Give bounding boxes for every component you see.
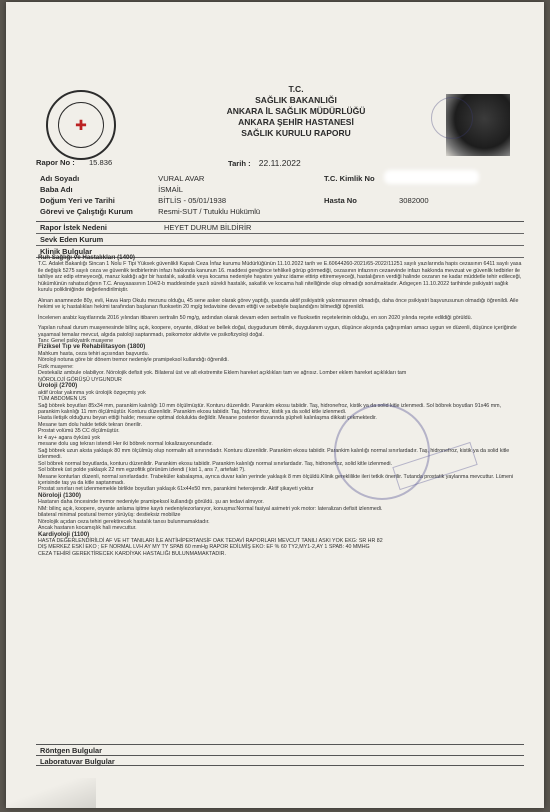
header-line-ministry: SAĞLIK BAKANLIĞI xyxy=(255,95,337,105)
lab-label: Laboratuvar Bulgular xyxy=(40,757,115,766)
dogum-label: Doğum Yeri ve Tarihi xyxy=(40,196,115,205)
header-line-report-type: SAĞLIK KURULU RAPORU xyxy=(241,128,351,138)
request-box xyxy=(36,221,524,258)
paragraph: Prostat sınırları net izlenmemekle birlikte boyutları yaklaşık 61x44x50 mm, parankimi heterojendir. Aktif şikayeti yoktur xyxy=(38,486,314,493)
redacted-id-field xyxy=(384,170,479,184)
tc-kimlik-label: T.C. Kimlik No xyxy=(324,174,375,183)
paragraph: İncelenen arabiz kayıtlarında 2016 yılından itibaren sertralin 50 mg/g, ardından olarak devam eden sertralin ve fluoksetin reçetelerinin olduğu, en son 2020 yılında reçete edildiği görüldü. xyxy=(38,314,473,321)
rontgen-row xyxy=(36,744,524,755)
baba-row xyxy=(40,185,183,194)
paragraph: Nöroloji notuna göre bir dönem tremor nedeniyle pramipeksol kullandığı öğrenildi. xyxy=(38,357,229,364)
header-line-directorate: ANKARA İL SAĞLIK MÜDÜRLÜĞÜ xyxy=(226,106,366,116)
adi-row xyxy=(40,174,204,183)
paragraph: CEZA TEHİRİ GEREKTİRECEK KARDİYAK HASTALIĞI BULUNMAMAKTADIR. xyxy=(38,550,226,557)
section-cardiology: Kardiyoloji (1100) xyxy=(38,530,90,538)
paragraph: Sağ böbrek uzun aksta yaklaşık 80 mm ölçülmüş olup normalin alt sınırındadır. Konturu düzenlidir. Parankim ekosu tabiidir. Parankim kalınlığı normal sınırlardadır. Taş, hidronefroz, kistik ya da solid kitle izlenmedi. xyxy=(38,447,510,461)
paragraph: DIŞ MERKEZ ESKİ EKO ; EF NORMAL LVH AY MY TY SPAB 60 mmHg RAPOR EDİLMİŞ EKO: EF % 60 TY2,MY1-2,AY 1 SPAB: 40 MMHG xyxy=(38,544,370,551)
section-psychiatry: Ruh Sağlığı ve Hastalıkları (1400) xyxy=(38,254,135,261)
paragraph: Prostat volümü 35 CC ölçülmüştür. xyxy=(38,428,120,435)
paragraph: NM: bilinç açık, koopere, oryante anlama işitme kayıtı nedeniylezorlanıyor, konuşma:Normal fasiyal asimetri yok motor: lateralizan defisit izlenmedi. xyxy=(38,505,383,512)
paragraph: Mahkum hasta, ceza tehiri açısından başvurdu. xyxy=(38,350,149,357)
tarih-row xyxy=(228,158,301,168)
istek-value: HEYET DURUM BİLDİRİR xyxy=(164,223,252,232)
hasta-no-label: Hasta No xyxy=(324,196,357,205)
paragraph: Hastanın daha öncesinde tremor nedeniyle pramipeksol kullandığı görüldü. şu an tedavi almıyor. xyxy=(38,499,264,506)
klinik-label: Klinik Bulgular xyxy=(40,247,93,256)
baba-label: Baba Adı xyxy=(40,185,73,194)
institution-stamp xyxy=(334,404,430,500)
rapor-no-row xyxy=(36,158,112,167)
paragraph: Sol böbrek normal boyutlarda, konturu düzenlidir. Parankim ekosu tabiidir. Parankim kalınlığı normal sınırlardadır. Taş, hidronefroz, solid kitle izlenmedi. xyxy=(38,460,393,467)
rontgen-label: Röntgen Bulgular xyxy=(40,746,102,755)
paragraph: Destekaliz ambule olabiliyor. Nörolojik defisit yok. Bilateral üst ve alt ekstremite Eklem hareket açıklıkları tam ve ağrısız. Lomber eklem hareket açıklıkları tam xyxy=(38,370,407,377)
sevk-label: Sevk Eden Kurum xyxy=(40,235,104,244)
hasta-no-row xyxy=(324,196,429,205)
paragraph: Nörolojik açıdan ceza tehiri gerektirecek hastalık tanısı bulunmamaktadır. xyxy=(38,518,210,525)
sevk-row xyxy=(36,234,524,246)
paragraph: Hasta iletişik olduğunu beyan ettiği halde; mesane optimal dolulukta değildir. Mesane posterior duvarında şüpheli kalınlaşma dikkati çekmektedir. xyxy=(38,415,377,422)
gorev-label: Görevi ve Çalıştığı Kurum xyxy=(40,207,133,216)
paragraph: bilateral minimal postural tremor yürüyüş: destieksiz mobilize xyxy=(38,512,181,519)
section-neurology: Nöroloji (1300) xyxy=(38,491,81,499)
header-line-tc: T.C. xyxy=(288,84,304,94)
paragraph: Mesane tam dolu halde tetkik tekrarı önerilir. xyxy=(38,421,142,428)
section-urology: Üroloji (2700) xyxy=(38,382,78,390)
paragraph: Sağ böbrek boyutları 85x34 mm, parankim kalınlığı 10 mm ölçülmüştür. Konturu düzenlidir. Parankim ekosu tabiidir. Taş, hidronefroz, kistik ya da solid kitle izlenmedi. Sol böbrek boyutları 91x46 mm, parankim kalınlığı 11 mm ölçülmüştür. Konturu düzenlidir. Parankim ekosu tabiidir. Taş, hidronefroz, kistik ya da solid kitle izlenmedi. xyxy=(38,402,502,415)
rapor-no-value: 15.836 xyxy=(88,158,113,167)
paragraph: mesane dolu usg tekrarı istendi Her iki böbrek normal lokalizasyonundadır. xyxy=(38,441,213,448)
tc-kimlik-row xyxy=(324,174,375,183)
seal-center-icon: ✚ xyxy=(58,102,104,148)
dogum-row xyxy=(40,196,226,205)
paragraph: Alınan anamnezde 80y, evli, Hava Harp Okulu mezunu olduğu, 45 sene asker olarak görev yaptığı, şuanda aktif psikiyatrik yakınmasının olmadığı, daha önce psikiyatri başvurusunun olmadığı öğrenildi. Aile hekimi ve iç hastalıkları hekimi tarafından başlanan fluoksetin 20 mg/g tedavisine devam ettiği ve sebebiyle başlandığını bilmediği öğrenildi. xyxy=(38,297,519,311)
paragraph: HASTA DEĞERLENDİRİLDİ AF VE HT TANILARI İLE ANTİHİPERTANSİF OAK TEDAVİ RAPORLARI MEVCUT TANILI ASKI YOK EKG: SR HR 82 xyxy=(38,538,383,545)
istek-label: Rapor İstek Nedeni xyxy=(40,223,107,232)
adi-label: Adı Soyadı xyxy=(40,174,80,183)
paragraph: T.C. Adalet Bakanlığı Sincan 1 Nolu F Tipi Yüksek güvenlikli Kapalı Ceza İnfaz kurumu Müdürlüğünün 11.10.2022 tarih ve E.60644260-2021/65-2022/11251 sayılı yazılarında hapis cezasının 6411 sayılı yasa ile değişik 5275 sayılı ceza ve güvenlik tedbirlerinin infazı hakkında kanunun 16. maddesi gereğince tehlikeli görüp görmediği, cezasının infazının cezaevinde infazı hakkında mevzuat ve güvenlik tedbirler ile tahliye arz edip etmeyeceği, maruz kaldığı ağır bir hastalık, sakatlık veya kocama nedeniyle hayatını yalnız idame ettirip ettiremeyeceği, hastalığının verdiği halinde cezanın ne kadar müddetle tehir edileceği, hükümlünün rahatsızlığının T.C. Anayasasının 104/2-b maddesinde yazılı sürekli hastalık, sakatlık ve kocama hali nitelliğinde olup olmadığı sorulmaktadır. Adıgeçen 11.10.2022 tarihinde psikiyatri sağlık kurulu polikliniğinde değerlendirilmiştir. xyxy=(38,261,522,294)
paragraph: Mesane konturları düzenli, normal sınırlardadır. Trabeküler kabalaşma, ayrıca duvar kalın yerinde yaklaşık 8 mm ölçüldü.Klinik gereklilikte ileri tetkik önerilir. Tutanda prostatik yaylanma mevcuttur. Lümeni içerisinde taş ya da kitle saptanmadı. xyxy=(38,473,514,486)
paragraph: kr 4 ay+ agara öyküsü yok xyxy=(38,434,100,441)
dogum-value: BİTLİS - 05/01/1938 xyxy=(158,196,227,205)
ministry-seal xyxy=(46,90,116,160)
paragraph: TÜM ABDOMEN US xyxy=(38,396,87,403)
paragraph: aktif ürolar yakınma yok ürolojik özgeçmiş yok xyxy=(38,389,146,396)
adi-value: VURAL AVAR xyxy=(158,174,205,183)
gorev-row xyxy=(40,207,260,216)
paragraph: Tanı: Genel psikiyatrik muayene xyxy=(38,337,114,344)
section-physical-therapy: Fiziksel Tıp ve Rehabilitasyon (1800) xyxy=(38,343,146,351)
baba-value: İSMAİL xyxy=(158,185,184,194)
hasta-no-value: 3082000 xyxy=(399,196,429,205)
paragraph: Yapılan ruhsal durum muayenesinde bilinç açık, koopere, oryante, dikkat ve bellek doğal, duygudurum ötimik, duygulanım uygun, düşünce akışında çağrışımları amacı uygun ve düzenli, düşünce içeriğinde yaşamsal temalar mevcut, algıda patoloji saptanmadı, psikomotor aktivite ve psikofizyoloji doğal. xyxy=(38,325,517,338)
lab-row xyxy=(36,755,524,766)
paragraph: Ancak hastanın kocamışlık hali mevcuttur. xyxy=(38,525,137,532)
report-header xyxy=(186,84,406,139)
rapor-no-label: Rapor No : xyxy=(36,158,75,167)
report-page xyxy=(6,2,544,808)
clinical-findings xyxy=(38,255,524,557)
gorev-value: Resmi-SUT / Tutuklu Hükümlü xyxy=(158,207,261,216)
paragraph: NÖROLOJİ GÖRÜŞÜ UYGUNDUR xyxy=(38,376,122,383)
istek-row xyxy=(36,222,524,234)
photo-stamp xyxy=(431,97,473,139)
paragraph: Sol böbrek üst polde yaklaşık 22 mm egzofitik görünüm izlendi ( kist 1, ans 7, artefakt ?). xyxy=(38,467,246,474)
paragraph: Fizik muayene: xyxy=(38,363,74,370)
header-line-hospital: ANKARA ŞEHİR HASTANESİ xyxy=(238,117,354,127)
tarih-value: 22.11.2022 xyxy=(258,158,301,168)
page-curl-shadow xyxy=(6,778,96,808)
tarih-label: Tarih : xyxy=(228,159,251,168)
